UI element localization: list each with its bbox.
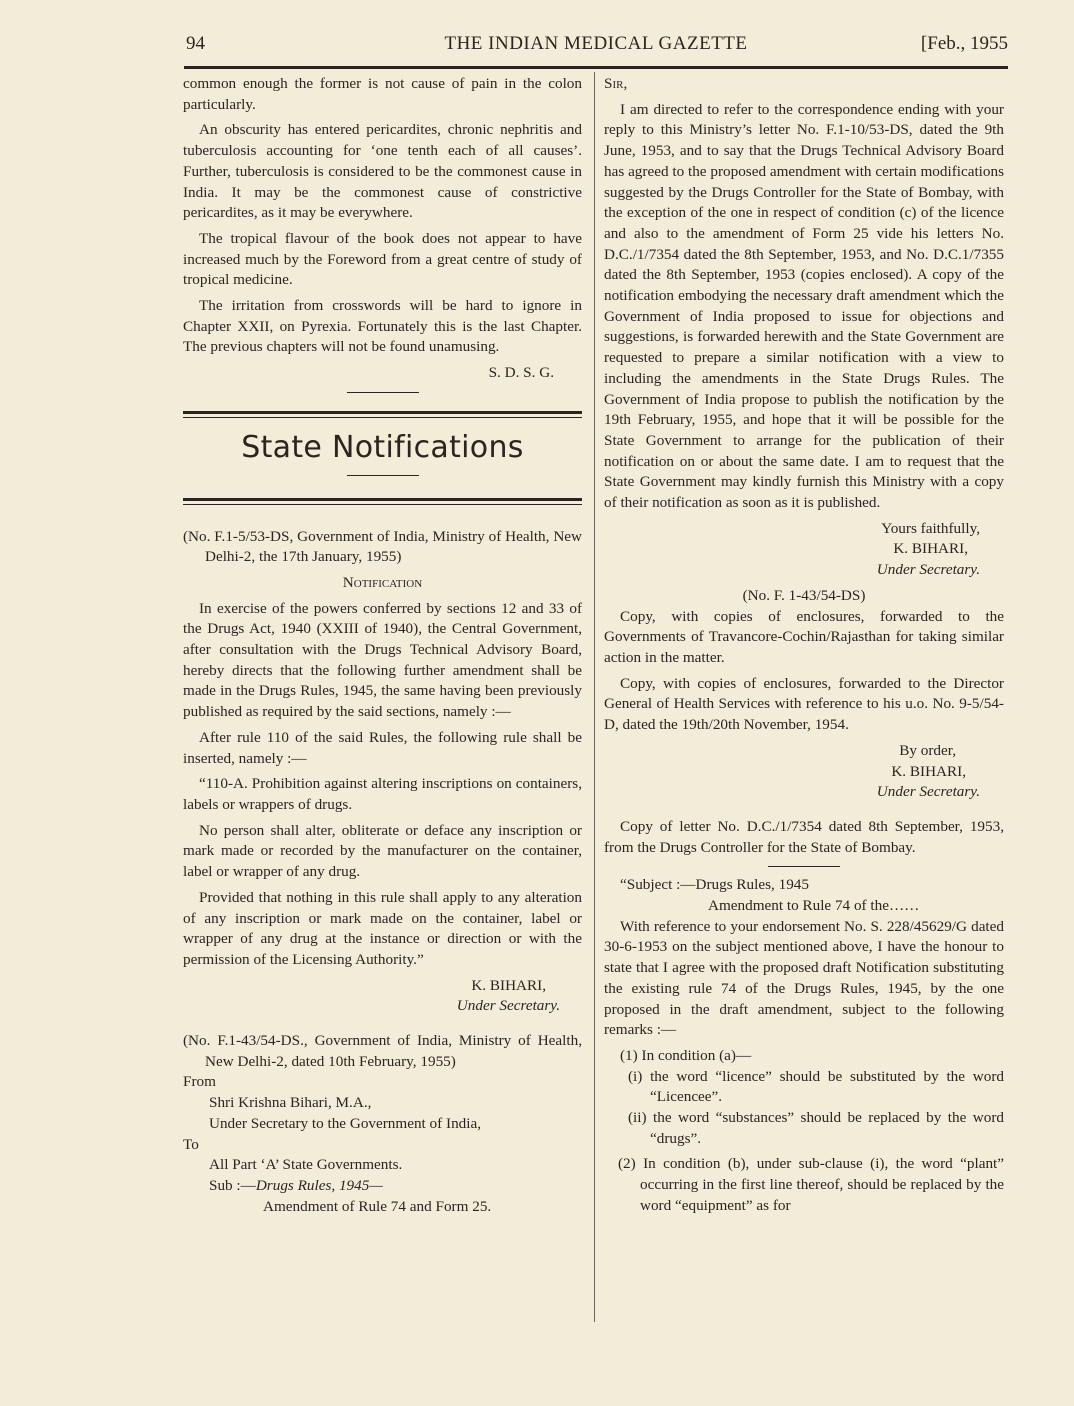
copy-paragraph: Copy, with copies of enclosures, forwarded to the Governments of Travancore-Cochin/Rajasthan for taking similar action in the matter. bbox=[604, 607, 1004, 666]
notification-reference: (No. F.1-43/54-DS., Government of India, Ministry of Health, New Delhi-2, dated 10th February, 1955) bbox=[183, 1032, 582, 1070]
condition-item: (1) In condition (a)— bbox=[620, 1046, 752, 1064]
header-rule bbox=[184, 66, 1008, 69]
page-header bbox=[184, 30, 1008, 60]
signatory-name: K. BIHARI, bbox=[891, 762, 966, 780]
condition-subitem: (ii) the word “substances” should be replaced by the word “drugs”. bbox=[628, 1109, 1004, 1147]
review-paragraph: The tropical flavour of the book does not appear to have increased much by the Foreword from a great centre of study of tropical medicine. bbox=[183, 229, 582, 289]
from-name: Shri Krishna Bihari, M.A., bbox=[209, 1094, 372, 1112]
section-title: State Notifications bbox=[241, 429, 524, 465]
signatory-designation: Under Secretary. bbox=[876, 561, 980, 579]
review-paragraph: The irritation from crosswords will be hard to ignore in Chapter XXII, on Pyrexia. Fortunately this is the last Chapter. The previous chapters will not be found unamusing. bbox=[183, 297, 582, 356]
notification-paragraph: In exercise of the powers conferred by sections 12 and 33 of the Drugs Act, 1940 (XXIII of 1940), the Central Government, after consultation with the Drugs Technical Advisory Board, hereby directs that the following further amendment shall be made in the Drugs Rules, 1945, the same having been previously published as required by the said sections, namely :— bbox=[183, 599, 582, 721]
signatory-designation: Under Secretary. bbox=[876, 783, 980, 801]
subject-line: “Subject :—Drugs Rules, 1945 bbox=[620, 876, 809, 894]
journal-title: THE INDIAN MEDICAL GAZETTE bbox=[444, 33, 748, 54]
section-rule-bottom bbox=[183, 498, 582, 505]
closing: Yours faithfully, bbox=[881, 519, 980, 537]
subject-text: Drugs Rules, 1945— bbox=[255, 1176, 383, 1194]
by-order: By order, bbox=[899, 741, 956, 759]
letter-body: I am directed to refer to the correspondence ending with your reply to this Ministry’s letter No. F.1-10/53-DS, dated the 9th June, 1953, and to say that the Drugs Technical Advisory Board has agreed to the proposed amendment with certain modifications suggested by the Drugs Controller for the State of Bombay, with the exception of the one in respect of condition (c) of the licence and also to the amendment of Form 25 vide his letters No. D.C./1/7354 dated the 8th September, 1953, and No. D.C.1/7355 dated the 8th September, 1953 (copies enclosed). A copy of the notification embodying the necessary draft amendment which the Government of India proposed to issue for objections and suggestions, is forwarded herewith and the State Government are requested to prepare a similar notification with a view to including the amendments in the State Drugs Rules. The Government of India propose to publish the notification by the 19th February, 1955, and hope that it will be possible for the State Government to arrange for the publication of their notification on or about the same date. I am to request that the State Government may kindly furnish this Ministry with a copy of their notification as soon as it is published. bbox=[604, 100, 1004, 512]
copy-of-letter: Copy of letter No. D.C./1/7354 dated 8th September, 1953, from the Drugs Controller for the State of Bombay. bbox=[604, 817, 1004, 856]
reference-paragraph: With reference to your endorsement No. S. 228/45629/G dated 30-6-1953 on the subject mentioned above, I have the honour to state that I agree with the proposed draft Notification substituting the existing rule 74 of the Drugs Rules, 1945, by the one proposed in the draft amendment, subject to the following remarks :— bbox=[604, 917, 1004, 1039]
review-signature: S. D. S. G. bbox=[488, 364, 554, 382]
notification-paragraph: Provided that nothing in this rule shall apply to any alteration of any inscription or mark made on the container, label or wrapper of any drug at the instance or direction or with the permission of the Licensing Authority.” bbox=[183, 888, 582, 968]
salutation: Sir, bbox=[604, 75, 628, 92]
notification-paragraph: “110-A. Prohibition against altering inscriptions on containers, labels or wrappers of drugs. bbox=[183, 775, 582, 813]
subject-line-2: Amendment of Rule 74 and Form 25. bbox=[263, 1197, 492, 1215]
copy-paragraph: Copy, with copies of enclosures, forwarded to the Director General of Health Services with reference to his u.o. No. 9-5/54-D, dated the 19th/20th November, 1954. bbox=[604, 674, 1004, 734]
review-paragraph: An obscurity has entered pericardites, chronic nephritis and tuberculosis accounting for ‘one tenth each of all causes’. Further, tuberculosis is considered to be the commonest cause in India. It may be the commonest cause of constrictive pericardites, as it may be everywhere. bbox=[183, 121, 582, 222]
subject-line-2: Amendment to Rule 74 of the…… bbox=[708, 897, 920, 915]
notification-reference: (No. F.1-5/53-DS, Government of India, Ministry of Health, New Delhi-2, the 17th January, 1955) bbox=[183, 527, 582, 566]
short-rule bbox=[768, 866, 840, 867]
page-number: 94 bbox=[186, 33, 205, 54]
notification-paragraph: After rule 110 of the said Rules, the following rule shall be inserted, namely :— bbox=[183, 728, 582, 767]
signatory-designation: Under Secretary. bbox=[456, 997, 560, 1015]
subject-line bbox=[183, 1176, 582, 1197]
short-rule bbox=[347, 475, 419, 476]
to-label: To bbox=[183, 1135, 199, 1153]
condition-subitem: (i) the word “licence” should be substituted by the word “Licencee”. bbox=[628, 1067, 1004, 1106]
reference-number: (No. F. 1-43/54-DS) bbox=[742, 586, 866, 604]
condition-item: (2) In condition (b), under sub-clause (i), the word “plant” occurring in the first line thereof, should be replaced by the word “equipment” as for bbox=[618, 1155, 1004, 1214]
subject-label: Sub :— bbox=[209, 1176, 256, 1194]
issue-date: [Feb., 1955 bbox=[920, 33, 1008, 54]
from-label: From bbox=[183, 1073, 216, 1091]
section-rule-top bbox=[183, 411, 582, 418]
from-title: Under Secretary to the Government of India, bbox=[209, 1114, 482, 1132]
column-divider bbox=[594, 72, 595, 1322]
signatory-name: K. BIHARI, bbox=[471, 976, 546, 994]
to-name: All Part ‘A’ State Governments. bbox=[209, 1156, 403, 1174]
review-paragraph: common enough the former is not cause of pain in the colon particularly. bbox=[183, 75, 582, 113]
signatory-name: K. BIHARI, bbox=[893, 540, 968, 558]
right-column bbox=[604, 74, 1004, 1222]
left-column bbox=[183, 74, 582, 1222]
notification-paragraph: No person shall alter, obliterate or deface any inscription or mark made or recorded by the manufacturer on the container, label or wrapper of any drug. bbox=[183, 821, 582, 881]
notification-heading: Notification bbox=[342, 573, 423, 591]
short-rule bbox=[347, 392, 419, 393]
